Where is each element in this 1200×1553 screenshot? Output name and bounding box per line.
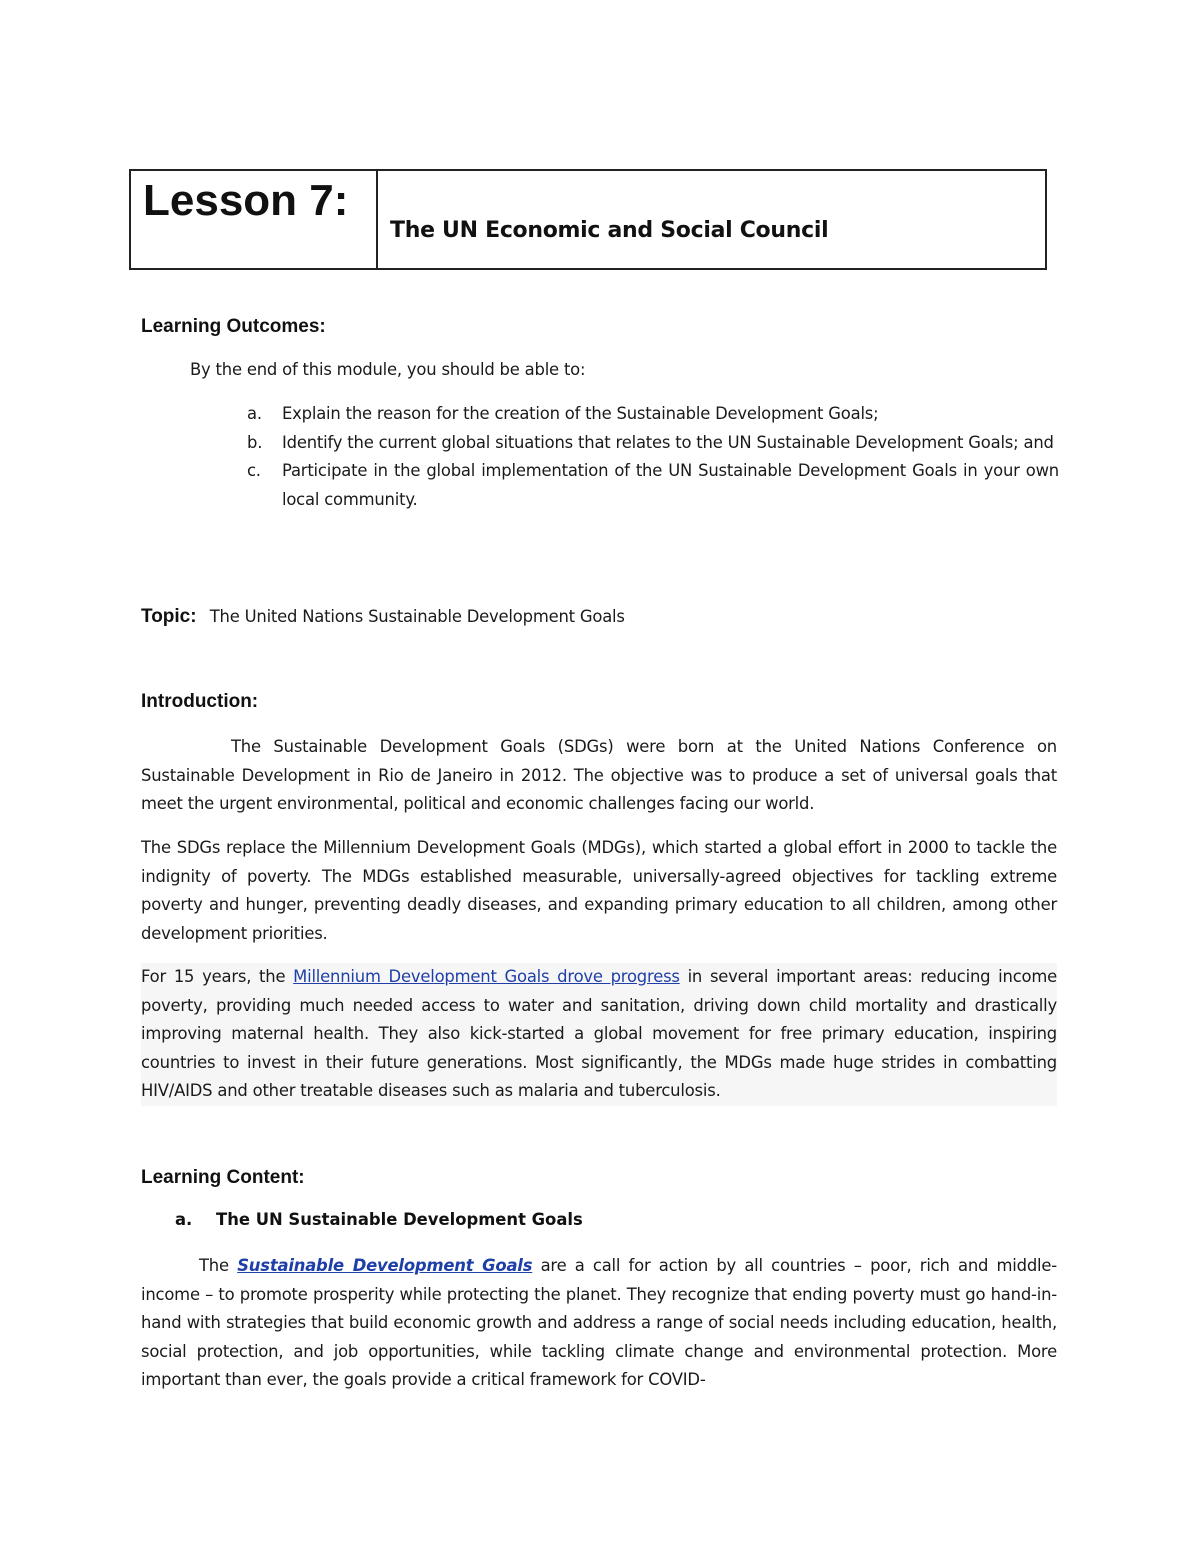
- list-marker: c.: [247, 461, 261, 480]
- paragraph-text: are a call for action by all countries – poor, rich and middle-income – to promote prosperity while protecting the planet. They recognize that ending poverty must go hand-in-hand with strategies that build economic growth and address a range of social needs including education, health, social protection, and job opportunities, while tackling climate change and environmental protection. More important than ever, the goals provide a critical framework for COVID-: [141, 1256, 1057, 1390]
- subheading-text: The UN Sustainable Development Goals: [216, 1210, 583, 1229]
- mdg-progress-link[interactable]: Millennium Development Goals drove progress: [293, 967, 680, 986]
- lesson-title-cell: [378, 171, 1045, 268]
- list-item-text: Explain the reason for the creation of the Sustainable Development Goals;: [282, 404, 879, 423]
- paragraph-text: For 15 years, the: [141, 967, 294, 986]
- paragraph-text: The: [199, 1256, 238, 1275]
- learning-outcomes-intro: By the end of this module, you should be able to:: [190, 360, 586, 379]
- paragraph-text: in several important areas: reducing income poverty, providing much needed access to water and sanitation, driving down child mortality and drastically improving maternal health. They also kick-started a global movement for free primary education, inspiring countries to invest in their future generations. Most significantly, the MDGs made huge strides in combatting HIV/AIDS and other treatable diseases such as malaria and tuberculosis.: [141, 967, 1057, 1101]
- learning-outcomes-list: [247, 400, 1059, 514]
- introduction-paragraph-2: The SDGs replace the Millennium Development Goals (MDGs), which started a global effort in 2000 to tackle the indignity of poverty. The MDGs established measurable, universally-agreed objectives for tackling extreme poverty and hunger, preventing deadly diseases, and expanding primary education to all children, among other development priorities.: [141, 838, 1057, 943]
- list-item-text: Participate in the global implementation of the UN Sustainable Development Goals in your own local community.: [282, 461, 1059, 509]
- list-item-text: Identify the current global situations that relates to the UN Sustainable Development Goals; and: [282, 432, 1054, 452]
- lesson-label-cell: [131, 171, 378, 268]
- lesson-title-table: [129, 169, 1047, 270]
- list-marker: a.: [247, 404, 262, 423]
- learning-content-paragraph-1: [141, 1252, 1057, 1395]
- learning-outcomes-heading: Learning Outcomes:: [141, 316, 326, 337]
- introduction-heading: Introduction:: [141, 691, 259, 712]
- list-item: [247, 429, 1059, 458]
- introduction-paragraph-1: The Sustainable Development Goals (SDGs) were born at the United Nations Conference on Sustainable Development in Rio de Janeiro in 2012. The objective was to produce a set of universal goals that meet the urgent environmental, political and economic challenges facing our world.: [141, 737, 1057, 814]
- lesson-label: Lesson 7:: [143, 176, 349, 225]
- learning-content-subheading: [175, 1210, 583, 1229]
- introduction-paragraph-3: [141, 963, 1057, 1106]
- subheading-marker: a.: [175, 1210, 193, 1229]
- topic-text: The United Nations Sustainable Development Goals: [209, 607, 625, 626]
- sdg-link[interactable]: Sustainable Development Goals: [237, 1256, 533, 1275]
- list-item: [247, 457, 1059, 514]
- learning-content-heading: Learning Content:: [141, 1167, 305, 1188]
- topic-line: [141, 606, 625, 628]
- list-marker: b.: [247, 432, 263, 452]
- topic-heading: Topic:: [141, 606, 197, 627]
- list-item: [247, 400, 1059, 429]
- lesson-title: The UN Economic and Social Council: [390, 218, 829, 243]
